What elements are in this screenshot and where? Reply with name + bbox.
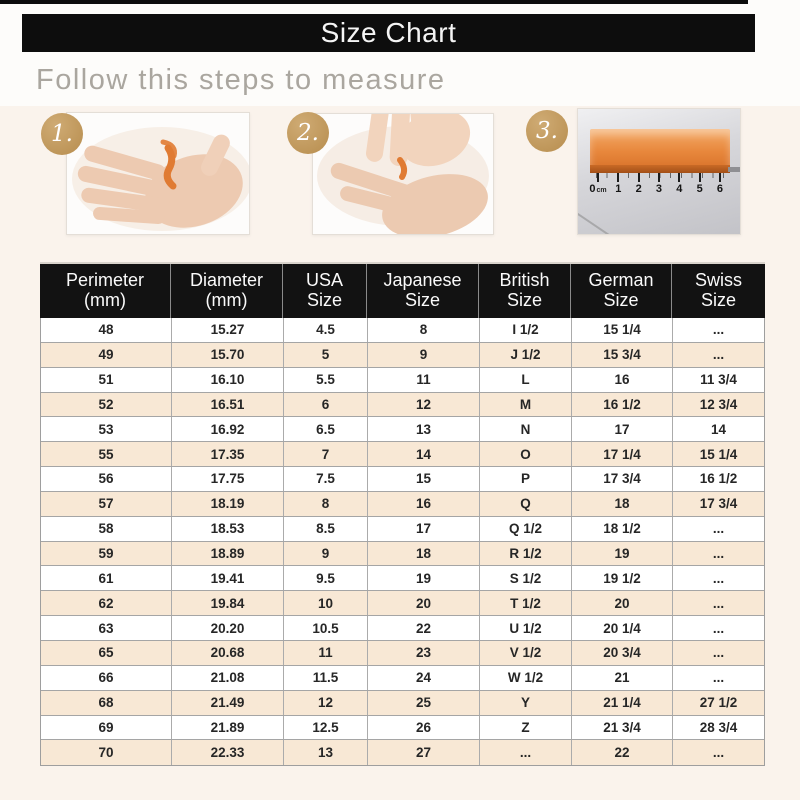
table-cell: 4.5 <box>284 318 368 342</box>
header-cell <box>171 264 283 318</box>
ruler-tick <box>612 173 624 195</box>
header-line1: Swiss <box>694 270 742 291</box>
table-cell: 17 3/4 <box>699 496 738 512</box>
table-cell: ... <box>712 645 725 661</box>
table-cell: 24 <box>368 666 480 690</box>
header-line2: (mm) <box>205 290 248 310</box>
table-cell: ... <box>712 322 725 338</box>
table-cell: 69 <box>41 716 172 740</box>
tick-number: 6 <box>716 183 724 195</box>
ruler-edge-band <box>590 165 730 173</box>
table-cell: 18 <box>368 542 480 566</box>
table-cell: 10.5 <box>284 616 368 640</box>
table-cell: 28 3/4 <box>699 719 738 735</box>
table-cell: 12 <box>284 691 368 715</box>
table-row <box>41 442 764 467</box>
table-cell: 12.5 <box>284 716 368 740</box>
table-cell: 17.75 <box>172 467 284 491</box>
tick-number: 3 <box>655 183 663 195</box>
tick-mark <box>678 173 680 182</box>
tick-mark <box>617 173 619 182</box>
table-body <box>40 318 765 766</box>
table-cell: 14 <box>710 421 727 437</box>
table-cell: 11 3/4 <box>700 372 737 388</box>
table-cell: 25 <box>368 691 480 715</box>
ruler-tick <box>633 173 645 195</box>
table-cell: 20 3/4 <box>572 641 673 665</box>
table-cell: 19 1/2 <box>572 566 673 590</box>
header-line2: (mm) <box>84 290 126 310</box>
table-cell: 21 <box>572 666 673 690</box>
table-cell: 9.5 <box>284 566 368 590</box>
table-row <box>41 716 764 741</box>
table-header-row <box>40 262 765 318</box>
header-line1: Japanese <box>383 270 462 291</box>
table-cell: 11.5 <box>284 666 368 690</box>
table-cell: 17 <box>368 517 480 541</box>
tick-number: 5 <box>696 183 703 195</box>
measure-instructions-heading: Follow this steps to measure <box>36 64 446 96</box>
table-cell: 22 <box>572 740 673 765</box>
table-cell: 19.41 <box>172 566 284 590</box>
table-cell: 6.5 <box>284 417 368 441</box>
tick-mark <box>638 173 640 182</box>
ruler-tick <box>694 173 706 195</box>
table-cell: ... <box>712 745 725 761</box>
table-cell: 20.68 <box>172 641 284 665</box>
table-cell: 22 <box>368 616 480 640</box>
table-cell: 21 1/4 <box>572 691 673 715</box>
header-line2: Size <box>404 290 440 310</box>
table-cell: ... <box>712 620 725 636</box>
table-cell: 48 <box>41 318 172 342</box>
table-cell: 58 <box>41 517 172 541</box>
table-cell: 16.10 <box>172 368 284 392</box>
table-cell: 57 <box>41 492 172 516</box>
table-cell: 27 <box>368 740 480 765</box>
table-row <box>41 591 764 616</box>
table-cell: 15 3/4 <box>572 343 673 367</box>
header-line2: Size <box>700 290 736 310</box>
table-cell: O <box>480 442 572 466</box>
ring-size-table <box>40 262 765 766</box>
table-cell: 11 <box>284 641 368 665</box>
table-cell: N <box>480 417 572 441</box>
table-cell: 26 <box>368 716 480 740</box>
table-cell: 16.92 <box>172 417 284 441</box>
header-line1: Perimeter <box>65 270 145 291</box>
step-1-badge <box>41 113 83 155</box>
table-cell: 9 <box>284 542 368 566</box>
table-row <box>41 691 764 716</box>
table-cell: I 1/2 <box>480 318 572 342</box>
table-cell: 20.20 <box>172 616 284 640</box>
ruler-scale <box>589 173 726 195</box>
table-cell: 68 <box>41 691 172 715</box>
paper-edge-line <box>577 205 666 235</box>
table-row <box>41 467 764 492</box>
table-cell: ... <box>712 347 725 363</box>
step-2-photo-panel <box>312 113 494 235</box>
tick-mark <box>719 173 721 182</box>
table-cell: 12 <box>368 393 480 417</box>
table-cell: 9 <box>368 343 480 367</box>
table-cell: 16 <box>368 492 480 516</box>
table-cell: 63 <box>41 616 172 640</box>
table-cell: 8.5 <box>284 517 368 541</box>
ruler-end-hook <box>728 167 741 172</box>
table-cell: Q <box>480 492 572 516</box>
table-cell: 5.5 <box>284 368 368 392</box>
table-cell: 5 <box>284 343 368 367</box>
table-cell: 20 <box>368 591 480 615</box>
table-cell: 52 <box>41 393 172 417</box>
table-cell: 16.51 <box>172 393 284 417</box>
table-cell: 18.89 <box>172 542 284 566</box>
table-cell: 20 1/4 <box>572 616 673 640</box>
table-cell: 6 <box>284 393 368 417</box>
tick-mark <box>658 173 660 182</box>
table-row <box>41 492 764 517</box>
table-cell: 18 <box>572 492 673 516</box>
table-cell: R 1/2 <box>480 542 572 566</box>
header-line2: Size <box>506 290 542 310</box>
table-row <box>41 566 764 591</box>
table-cell: 17 <box>572 417 673 441</box>
table-row <box>41 542 764 567</box>
table-cell: 65 <box>41 641 172 665</box>
tick-mark <box>699 173 701 182</box>
table-cell: 20 <box>572 591 673 615</box>
table-cell: 66 <box>41 666 172 690</box>
tick-mark <box>597 173 599 182</box>
table-cell: Y <box>480 691 572 715</box>
table-cell: V 1/2 <box>480 641 572 665</box>
fingers-pinching-string-icon <box>313 114 493 234</box>
ruler-tick <box>673 173 685 195</box>
header-cell <box>672 264 765 318</box>
table-cell: 19 <box>572 542 673 566</box>
header-line2: Size <box>603 290 639 310</box>
ruler-tick <box>714 173 726 195</box>
table-cell: 15 1/4 <box>572 318 673 342</box>
table-row <box>41 666 764 691</box>
top-border-strip <box>0 0 748 4</box>
table-row <box>41 318 764 343</box>
table-cell: 56 <box>41 467 172 491</box>
table-cell: P <box>480 467 572 491</box>
table-cell: ... <box>712 546 725 562</box>
table-cell: 70 <box>41 740 172 765</box>
table-cell: 49 <box>41 343 172 367</box>
table-cell: 8 <box>284 492 368 516</box>
table-cell: 11 <box>368 368 480 392</box>
table-cell: 19 <box>368 566 480 590</box>
step-3-number: 3. <box>536 118 558 144</box>
table-cell: Z <box>480 716 572 740</box>
header-line1: Diameter <box>189 270 264 291</box>
tick-number: 2 <box>635 183 642 195</box>
step-2-badge <box>287 112 329 154</box>
tick-number: 4 <box>676 183 683 195</box>
header-cell <box>479 264 571 318</box>
table-row <box>41 368 764 393</box>
table-cell: 15 1/4 <box>699 446 738 462</box>
table-cell: ... <box>712 595 725 611</box>
table-row <box>41 616 764 641</box>
table-cell: 8 <box>368 318 480 342</box>
table-cell: 13 <box>284 740 368 765</box>
table-cell: 15 <box>368 467 480 491</box>
header-cell <box>571 264 672 318</box>
header-line1: German <box>588 270 654 291</box>
table-cell: Q 1/2 <box>480 517 572 541</box>
table-cell: 17.35 <box>172 442 284 466</box>
table-cell: 21.08 <box>172 666 284 690</box>
table-cell: 10 <box>284 591 368 615</box>
ruler-unit-label: cm <box>596 187 607 194</box>
step-3-photo-panel <box>577 108 741 235</box>
table-cell: 18 1/2 <box>572 517 673 541</box>
step-2-number: 2. <box>297 120 319 146</box>
table-row <box>41 393 764 418</box>
table-cell: 19.84 <box>172 591 284 615</box>
header-cell <box>367 264 479 318</box>
table-cell: 15.70 <box>172 343 284 367</box>
table-cell: L <box>480 368 572 392</box>
step-1-number: 1. <box>51 121 73 147</box>
header-line1: British <box>499 270 550 291</box>
table-cell: M <box>480 393 572 417</box>
table-cell: 16 1/2 <box>572 393 673 417</box>
table-cell: ... <box>712 570 725 586</box>
tick-number: 1 <box>615 183 622 195</box>
page-title: Size Chart <box>320 17 457 48</box>
table-cell: 17 1/4 <box>572 442 673 466</box>
table-row <box>41 517 764 542</box>
table-row <box>41 641 764 666</box>
hand-with-string-icon <box>67 113 249 234</box>
table-cell: 18.53 <box>172 517 284 541</box>
table-row <box>41 343 764 368</box>
step-1-photo-panel <box>66 112 250 235</box>
table-cell: J 1/2 <box>480 343 572 367</box>
table-cell: 21 3/4 <box>572 716 673 740</box>
table-cell: 7 <box>284 442 368 466</box>
table-cell: S 1/2 <box>480 566 572 590</box>
table-cell: ... <box>480 740 572 765</box>
table-cell: 23 <box>368 641 480 665</box>
table-cell: 15.27 <box>172 318 284 342</box>
table-cell: 62 <box>41 591 172 615</box>
table-cell: 18.19 <box>172 492 284 516</box>
title-bar <box>22 14 755 52</box>
table-cell: T 1/2 <box>480 591 572 615</box>
ruler-tick <box>653 173 665 195</box>
table-cell: 59 <box>41 542 172 566</box>
table-cell: 21.89 <box>172 716 284 740</box>
table-cell: U 1/2 <box>480 616 572 640</box>
table-cell: 7.5 <box>284 467 368 491</box>
header-line2: Size <box>306 290 342 310</box>
ruler-tick <box>589 173 607 195</box>
header-cell <box>40 264 171 318</box>
tick-number: 0cm <box>589 183 607 195</box>
header-line1: USA <box>305 270 343 291</box>
table-cell: 17 3/4 <box>572 467 673 491</box>
table-cell: 22.33 <box>172 740 284 765</box>
table-row <box>41 740 764 765</box>
table-cell: 14 <box>368 442 480 466</box>
step-3-badge <box>526 110 568 152</box>
table-cell: 55 <box>41 442 172 466</box>
header-cell <box>283 264 367 318</box>
table-cell: 16 1/2 <box>699 471 738 487</box>
orange-string-strip <box>590 129 730 169</box>
table-cell: 51 <box>41 368 172 392</box>
table-cell: 61 <box>41 566 172 590</box>
table-cell: W 1/2 <box>480 666 572 690</box>
table-cell: ... <box>712 670 725 686</box>
table-cell: 27 1/2 <box>699 695 738 711</box>
table-cell: 53 <box>41 417 172 441</box>
table-row <box>41 417 764 442</box>
table-cell: 16 <box>572 368 673 392</box>
table-cell: 12 3/4 <box>699 396 738 412</box>
table-cell: 21.49 <box>172 691 284 715</box>
table-cell: 13 <box>368 417 480 441</box>
table-cell: ... <box>712 521 725 537</box>
